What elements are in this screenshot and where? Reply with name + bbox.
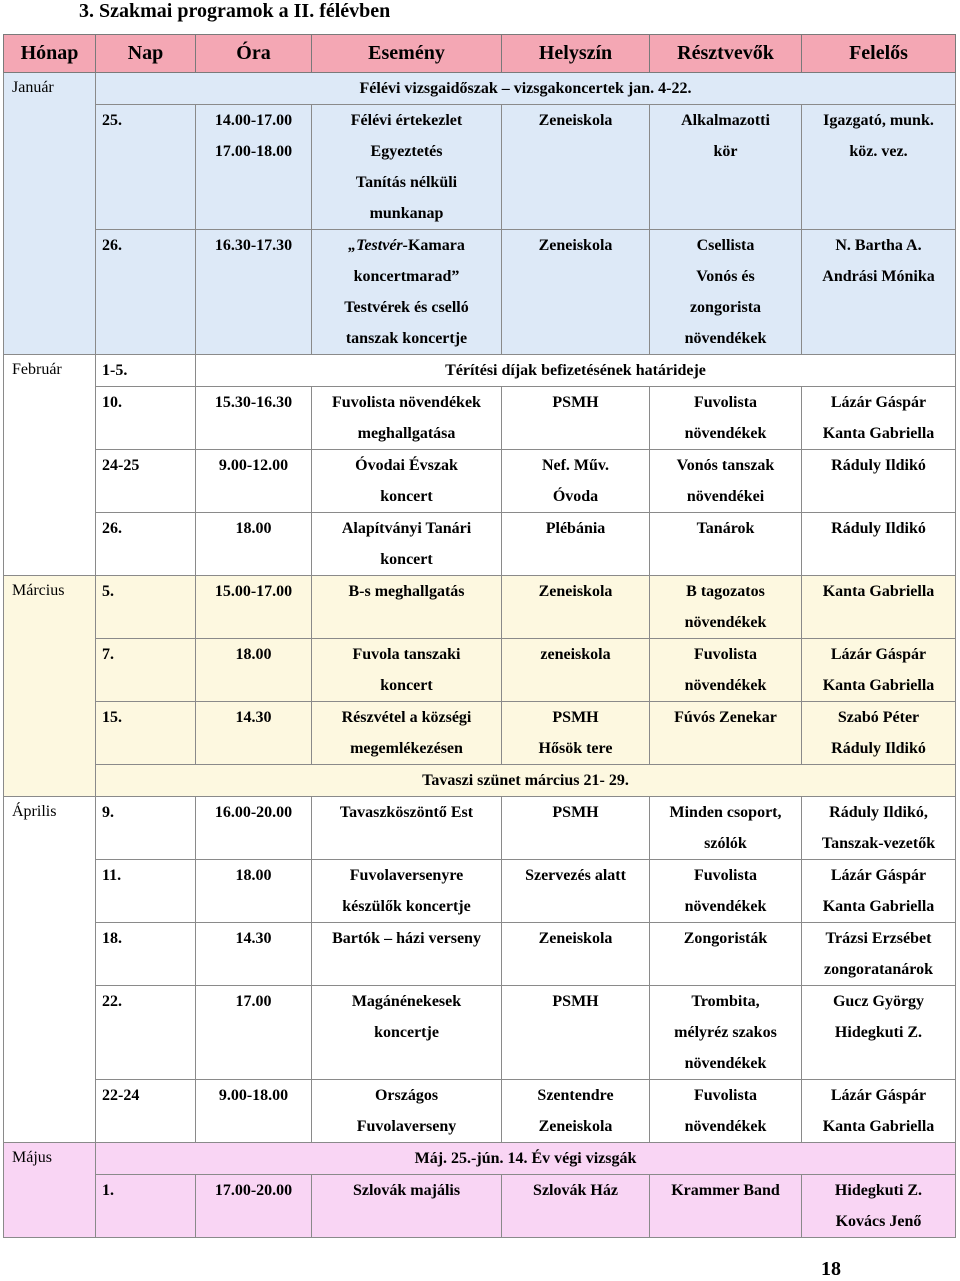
month-january: Január [4, 73, 96, 355]
header-participants: Résztvevők [650, 35, 802, 73]
table-row: 1. 17.00-20.00 Szlovák majális Szlovák Ház Krammer Band Hidegkuti Z. Kovács Jenő [4, 1175, 956, 1238]
page-number: 18 [821, 1258, 841, 1280]
table-row: 18. 14.30 Bartók – házi verseny Zeneiskola Zongoristák Trázsi Erzsébet zongoratanárok [4, 923, 956, 986]
table-row: 26. 18.00 Alapítványi Tanári koncert Plébánia Tanárok Ráduly Ildikó [4, 513, 956, 576]
table-row: 10. 15.30-16.30 Fuvolista növendékek meghallgatása PSMH Fuvolista növendékek Lázár Gáspár Kanta Gabriella [4, 387, 956, 450]
schedule-table [3, 34, 956, 1238]
header-time: Óra [196, 35, 312, 73]
table-row: 22-24 9.00-18.00 Országos Fuvolaverseny Szentendre Zeneiskola Fuvolista növendékek Lázár Gáspár Kanta Gabriella [4, 1080, 956, 1143]
table-row: 11. 18.00 Fuvolaversenyre készülők koncertje Szervezés alatt Fuvolista növendékek Lázár Gáspár Kanta Gabriella [4, 860, 956, 923]
table-row: 15. 14.30 Részvétel a községi megemlékezésen PSMH Hősök tere Fúvós Zenekar Szabó Péter Ráduly Ildikó [4, 702, 956, 765]
table-row [4, 765, 956, 797]
table-row: Március 5. 15.00-17.00 B-s meghallgatás Zeneiskola B tagozatos növendékek Kanta Gabriella [4, 576, 956, 639]
spring-break-note: Tavaszi szünet március 21- 29. [96, 765, 956, 797]
table-row: Április 9. 16.00-20.00 Tavaszköszöntő Est PSMH Minden csoport, szólók Ráduly Ildikó, Tanszak-vezetők [4, 797, 956, 860]
table-header-row [4, 35, 956, 73]
header-month: Hónap [4, 35, 96, 73]
month-march: Március [4, 576, 96, 797]
year-end-exams-note: Máj. 25.-jún. 14. Év végi vizsgák [96, 1143, 956, 1175]
month-february: Február [4, 355, 96, 576]
table-row: 24-25 9.00-12.00 Óvodai Évszak koncert Nef. Műv. Óvoda Vonós tanszak növendékei Ráduly Ildikó [4, 450, 956, 513]
section-heading: 3. Szakmai programok a II. félévben [79, 0, 391, 22]
table-row [4, 1143, 956, 1175]
header-day: Nap [96, 35, 196, 73]
table-row: 26. 16.30-17.30 „Testvér-Kamara koncertmarad” Testvérek és cselló tanszak koncertje Zeneiskola Csellista Vonós és zongorista növendékek N. Bartha A. Andrási Mónika [4, 230, 956, 355]
header-responsible: Felelős [802, 35, 956, 73]
table-row: 7. 18.00 Fuvola tanszaki koncert zeneiskola Fuvolista növendékek Lázár Gáspár Kanta Gabriella [4, 639, 956, 702]
table-row: 25. 14.00-17.00 17.00-18.00 Félévi értekezlet Egyeztetés Tanítás nélküli munkanap Zeneiskola Alkalmazotti kör Igazgató, munk. köz. vez. [4, 105, 956, 230]
table-row [4, 73, 956, 105]
header-event: Esemény [312, 35, 502, 73]
header-location: Helyszín [502, 35, 650, 73]
table-row: 22. 17.00 Magánénekesek koncertje PSMH Trombita, mélyréz szakos növendékek Gucz György Hidegkuti Z. [4, 986, 956, 1080]
month-may: Május [4, 1143, 96, 1238]
month-april: Április [4, 797, 96, 1143]
fee-deadline-note: Térítési díjak befizetésének határideje [196, 355, 956, 387]
exam-period-note: Félévi vizsgaidőszak – vizsgakoncertek jan. 4-22. [96, 73, 956, 105]
table-row: Február 1-5. Térítési díjak befizetésének határideje [4, 355, 956, 387]
